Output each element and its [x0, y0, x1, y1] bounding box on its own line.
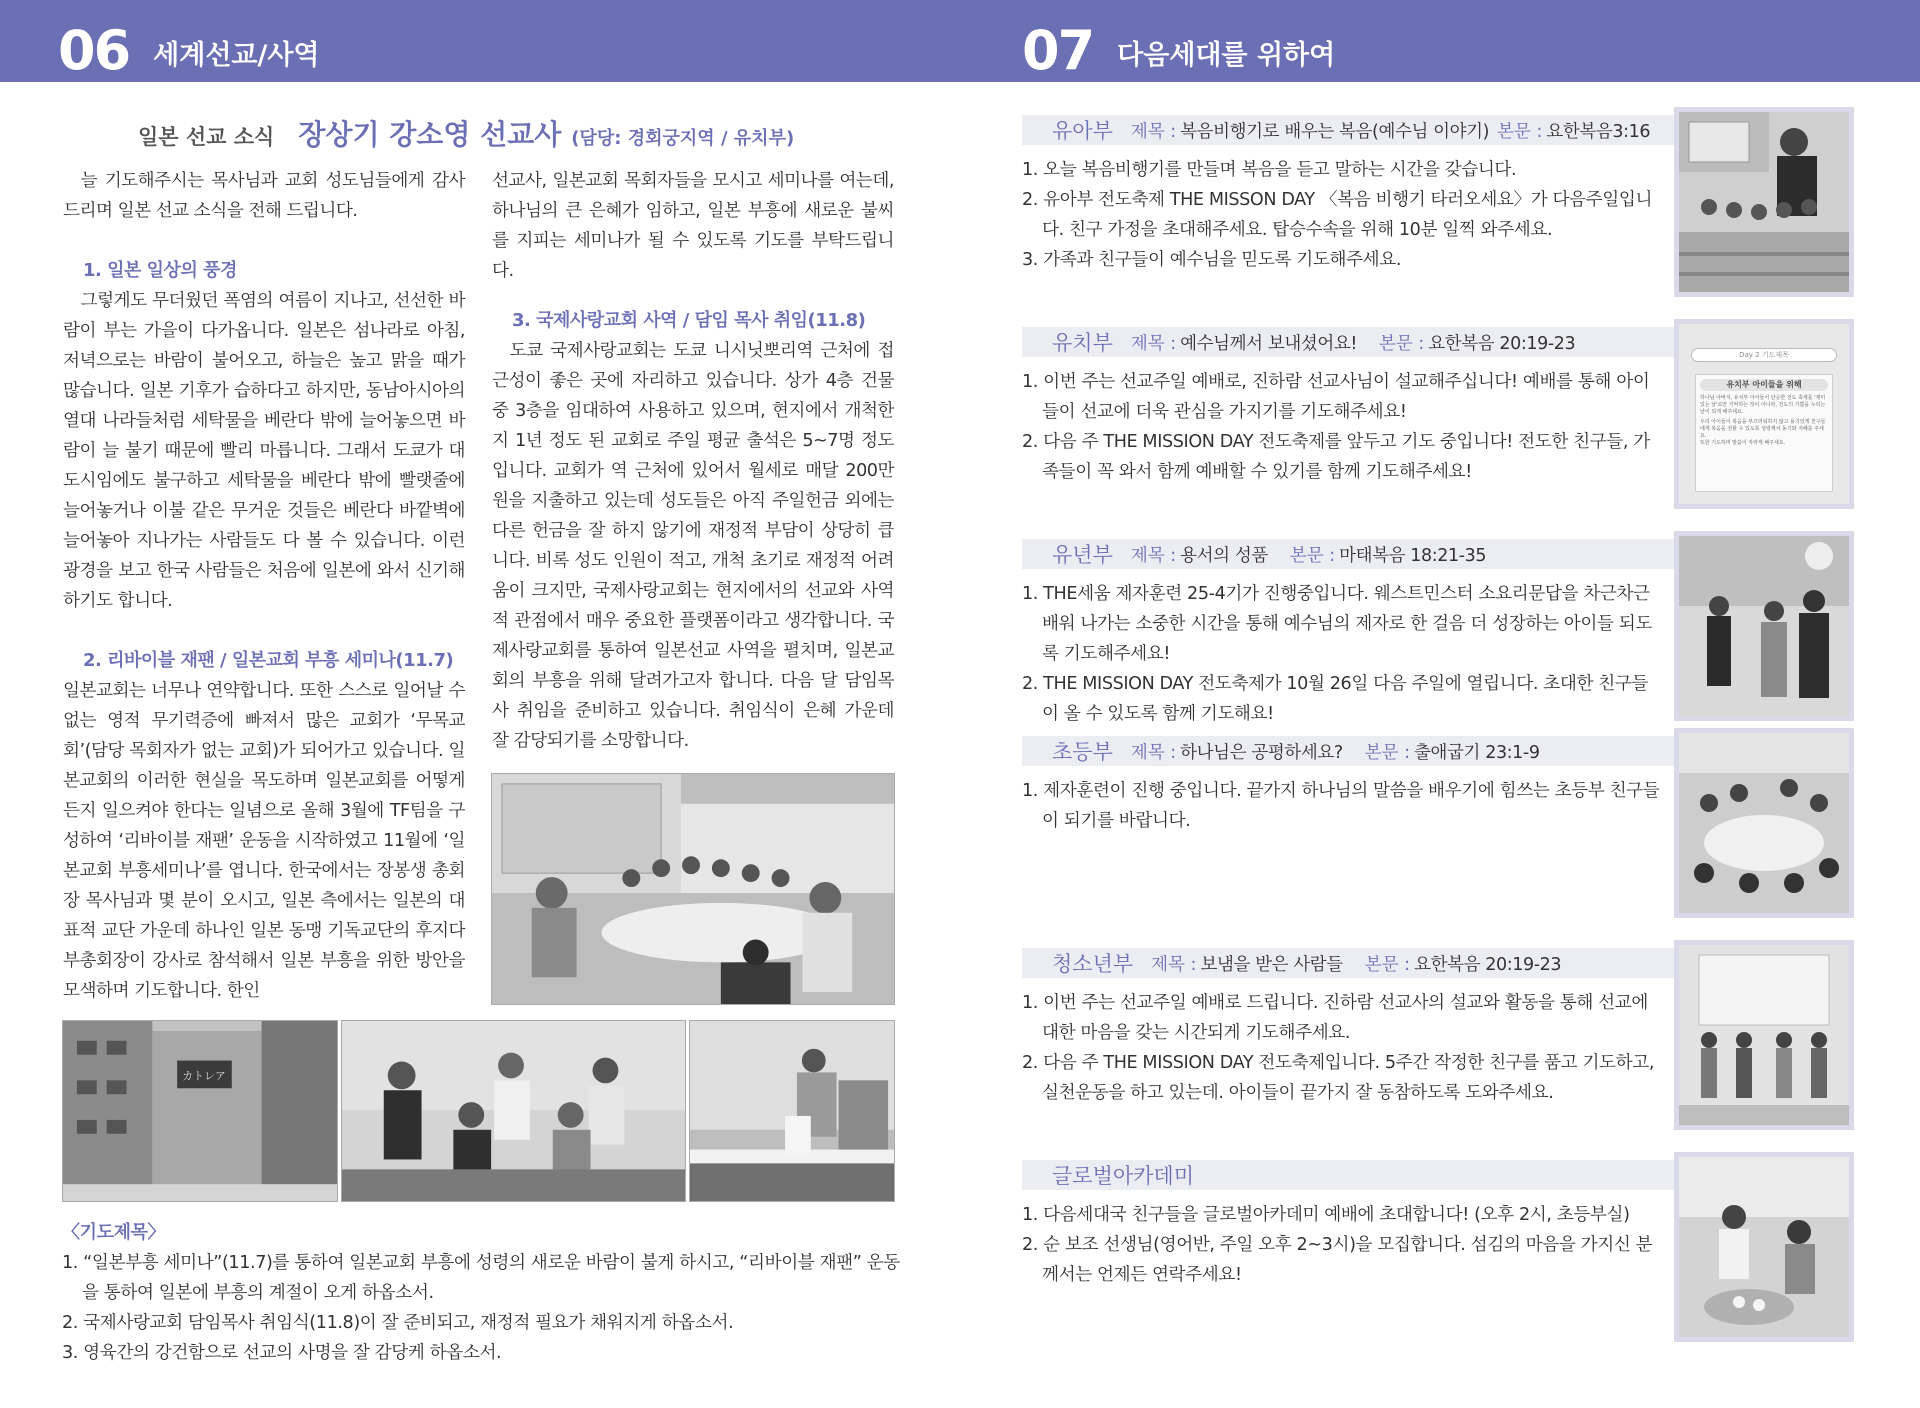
page-number: 07	[1022, 19, 1094, 82]
text-label: 본문 :	[1497, 121, 1543, 142]
section-bar	[1022, 1160, 1674, 1190]
section-body: 일본교회는 너무나 연약합니다. 또한 스스로 일어날 수 없는 영적 무기력증에 빠져서 많은 교회가 ‘무목교회’(담당 목회자가 없는 교회)가 되어가고 있습니다. 일본교회의 이러한 현실을 목도하며 일본교회를 어떻게든지 일으켜야 한다는 일념으로 올해 3월에 TF팀을 구성하여 ‘리바이블 재팬’ 운동을 시작하였고 11월에 ‘일본교회 부흥세미나’를 엽니다. 한국에서는 장봉생 총회장 목사님과 몇 분이 오시고, 일본 측에서는 일본의 대표적 교단 가운데 하나인 일본 동맹 기독교단의 후지다 부총회장이 강사로 참석해서 일본 부흥을 위한 방안을 모색하며 기도합니다. 한인	[63, 681, 465, 1001]
card-day-label: Day 2 기도제목	[1739, 351, 1789, 359]
dept-name: 유치부	[1052, 331, 1113, 355]
notice-item: 1. 이번 주는 선교주일 예배로 드립니다. 진하람 선교사의 설교와 활동을 통해 선교에 대한 마음을 갖는 시간되게 기도해주세요.	[1022, 993, 1648, 1043]
left-page-header	[58, 8, 320, 82]
missionary-names: 장상기 강소영 선교사	[298, 118, 562, 151]
svg-text:カトレア: カトレア	[182, 1069, 226, 1083]
dept-name: 청소년부	[1052, 952, 1134, 976]
text-label: 본문 :	[1289, 545, 1336, 566]
notice-list	[1022, 155, 1662, 275]
notice-item: 2. THE MISSION DAY 전도축제가 10월 26일 다음 주일에 열립니다. 초대한 친구들이 올 수 있도록 함께 기도해요!	[1022, 674, 1649, 724]
title-label: 제목 :	[1130, 333, 1177, 354]
article-column-1	[63, 166, 465, 1006]
youth-photo	[1674, 940, 1854, 1130]
section-body: 그렇게도 무더웠던 폭염의 여름이 지나고, 선선한 바람이 부는 가을이 다가옵니다. 일본은 섬나라로 아침, 저녁으로는 바람이 불어오고, 하늘은 높고 맑을 때가 많습니다. 일본 기후가 습하다고 하지만, 동남아시아의 열대 나라들처럼 세탁물을 베란다 밖에 늘어놓으면 바람이 늘 불기 때문에 빨리 마릅니다. 그래서 도쿄가 대도시임에도 불구하고 세탁물을 베란다 밖에 빨랫줄에 늘어놓거나 이불 같은 무거운 것들은 베란다 바깥벽에 늘어놓아 지나가는 사람들도 다 볼 수 있습니다. 이런 광경을 보고 한국 사람들은 처음에 일본에 와서 신기해하기도 합니다.	[63, 291, 465, 611]
page-number: 06	[58, 19, 130, 82]
title-label: 제목 :	[1130, 121, 1177, 142]
sermon-text: 요한복음3:16	[1546, 121, 1651, 142]
sermon-title: 보냄을 받은 사람들	[1200, 954, 1343, 975]
sermon-title: 복음비행기로 배우는 복음(예수님 이야기)	[1180, 121, 1490, 142]
title-label: 제목 :	[1130, 742, 1177, 763]
section-bar	[1022, 327, 1674, 357]
japan-mission-title	[138, 113, 794, 153]
section-elementary-lower	[1022, 539, 1854, 729]
dept-name: 유년부	[1052, 543, 1113, 567]
card-body: 또한 기도하며 말씀이 자라게 해주세요.	[1700, 440, 1786, 446]
academy-photo	[1674, 1152, 1854, 1342]
prayer-item: 2. 국제사랑교회 담임목사 취임식(11.8)이 잘 준비되고, 재정적 필요가 채워지게 하옵소서.	[62, 1313, 734, 1333]
notice-item: 2. 순 보조 선생님(영어반, 주일 오후 2~3시)을 모집합니다. 섬김의 마음을 가지신 분께서는 언제든 연락주세요!	[1022, 1235, 1653, 1285]
notice-list	[1022, 579, 1662, 729]
section-bar	[1022, 948, 1674, 978]
notice-list	[1022, 776, 1662, 836]
notice-item: 2. 유아부 전도축제 THE MISSON DAY 〈복음 비행기 타러오세요〉가 다음주일입니다. 친구 가정을 초대해주세요. 탑승수속을 위해 10분 일찍 와주세요.	[1022, 190, 1653, 240]
prayer-card	[1695, 374, 1833, 492]
sermon-title: 하나님은 공평하세요?	[1180, 742, 1343, 763]
card-search-bar	[1691, 348, 1837, 362]
section-heading: 1. 일본 일상의 풍경	[83, 260, 237, 281]
section-body: 도쿄 국제사랑교회는 도쿄 니시닛뽀리역 근처에 접근성이 좋은 곳에 자리하고 있습니다. 상가 4층 건물 중 3층을 임대하여 사용하고 있으며, 현지에서 개척한 지 1년 정도 된 교회로 주일 평균 출석은 5~7명 정도입니다. 교회가 역 근처에 있어서 월세로 매달 200만 원을 지출하고 있는데 성도들은 아직 주일헌금 외에는 다른 헌금을 잘 하지 않기에 재정적 부담이 상당히 큽니다. 비록 성도 인원이 적고, 개척 초기로 재정적 어려움이 크지만, 국제사랑교회는 현지에서의 선교와 사역적 관점에서 매우 중요한 플랫폼이라고 생각합니다. 국제사랑교회를 통하여 일본선교 사역을 펼치며, 일본교회의 부흥을 위해 달려가고자 합니다. 다음 달 담임목사 취임을 준비하고 있습니다. 취임식이 은혜 가운데 잘 감당되기를 소망합니다.	[492, 341, 894, 751]
card-body: 우리 아이들이 복음을 부끄러워하지 않고 용기있게 친구들에게 복음을 전할 수 있도록 성령께서 동기와 지혜를 주세요.	[1700, 419, 1826, 439]
prayer-item: 1. “일본부흥 세미나”(11.7)를 통하여 일본교회 부흥에 성령의 새로운 바람이 불게 하시고, “리바이블 재팬” 운동을 통하여 일본에 부흥의 계절이 오게 하옵소서.	[62, 1253, 900, 1303]
notice-item: 1. 다음세대국 친구들을 글로벌아카데미 예배에 초대합니다! (오후 2시, 초등부실)	[1022, 1205, 1630, 1225]
section-bar	[1022, 115, 1674, 145]
title-label: 제목 :	[1130, 545, 1177, 566]
section-infant	[1022, 115, 1854, 275]
section-bar	[1022, 736, 1674, 766]
sermon-text: 출애굽기 23:1-9	[1414, 742, 1540, 763]
tokyo-street-photo	[62, 1020, 338, 1202]
church-dinner-photo	[491, 773, 895, 1005]
dept-name: 초등부	[1052, 740, 1113, 764]
notice-item: 2. 다음 주 THE MISSION DAY 전도축제를 앞두고 기도 중입니다! 전도한 친구들, 가족들이 꼭 와서 함께 예배할 수 있기를 함께 기도해주세요!	[1022, 432, 1650, 482]
dept-name: 유아부	[1052, 119, 1113, 143]
section-bar	[1022, 539, 1674, 569]
notice-item: 1. 제자훈련이 진행 중입니다. 끝가지 하나님의 말씀을 배우기에 힘쓰는 초등부 친구들이 되기를 바랍니다.	[1022, 781, 1660, 831]
section-heading: 2. 리바이블 재팬 / 일본교회 부흥 세미나(11.7)	[83, 650, 454, 671]
card-body: 하나님 아버지, 유치부 아이들이 단순한 전도 축제를 '재미있는 날'로만 기억하는 것이 아니라, 전도의 기쁨을 누리는 날이 되게 해주세요.	[1700, 395, 1826, 415]
title-label: 제목 :	[1151, 954, 1197, 975]
notice-item: 1. 오늘 복음비행기를 만들며 복음을 듣고 말하는 시간을 갖습니다.	[1022, 160, 1517, 180]
sermon-title: 용서의 성품	[1180, 545, 1268, 566]
prayer-list	[62, 1248, 902, 1368]
page-title: 세계선교/사역	[153, 40, 320, 71]
article-column-2	[492, 166, 894, 756]
section-elementary-upper	[1022, 736, 1854, 836]
article-kicker: 일본 선교 소식	[138, 125, 275, 149]
elementary-photo	[1674, 531, 1854, 721]
text-label: 본문 :	[1364, 954, 1411, 975]
notice-item: 2. 다음 주 THE MISSION DAY 전도축제입니다. 5주간 작정한 친구를 품고 기도하고, 실천운동을 하고 있는데. 아이들이 끝가지 잘 동참하도록 도와주세요.	[1022, 1053, 1655, 1103]
notice-item: 1. 이번 주는 선교주일 예배로, 진하람 선교사님이 설교해주십니다! 예배를 통해 아이들이 선교에 더욱 관심을 가지기를 기도해주세요!	[1022, 372, 1650, 422]
intro-paragraph: 늘 기도해주시는 목사님과 교회 성도님들에게 감사드리며 일본 선교 소식을 전해 드립니다.	[63, 171, 465, 221]
text-label: 본문 :	[1364, 742, 1411, 763]
infant-photo	[1674, 107, 1854, 297]
text-label: 본문 :	[1378, 333, 1425, 354]
prayer-requests	[62, 1218, 902, 1368]
prayer-heading: 〈기도제목〉	[62, 1222, 166, 1243]
notice-item: 1. THE세움 제자훈련 25-4기가 진행중입니다. 웨스트민스터 소요리문답을 차근차근 배워 나가는 소중한 시간을 통해 예수님의 제자로 한 걸음 더 성장하는 아이들 되도록 기도해주세요!	[1022, 584, 1652, 664]
sermon-text: 요한복음 20:19-23	[1428, 333, 1576, 354]
notice-list	[1022, 367, 1662, 487]
dept-name: 글로벌아카데미	[1052, 1164, 1195, 1188]
sermon-text: 마태복음 18:21-35	[1339, 545, 1487, 566]
section-global-academy	[1022, 1160, 1854, 1290]
notice-list	[1022, 988, 1662, 1108]
prayer-item: 3. 영육간의 강건함으로 선교의 사명을 잘 감당케 하옵소서.	[62, 1343, 502, 1363]
page-title: 다음세대를 위하여	[1117, 40, 1336, 71]
section-body: 선교사, 일본교회 목회자들을 모시고 세미나를 여는데, 하나님의 큰 은혜가 임하고, 일본 부흥에 새로운 불씨를 지피는 세미나가 될 수 있도록 기도를 부탁드립니다.	[492, 171, 894, 281]
balcony-laundry-photo	[689, 1020, 895, 1202]
section-kindergarten	[1022, 327, 1854, 487]
classroom-photo	[1674, 728, 1854, 918]
pastors-group-photo	[341, 1020, 686, 1202]
region-note: (담당: 경회궁지역 / 유치부)	[571, 128, 795, 149]
section-youth	[1022, 948, 1854, 1108]
section-heading: 3. 국제사랑교회 사역 / 담임 목사 취임(11.8)	[512, 310, 866, 331]
prayer-card-image	[1674, 319, 1854, 509]
notice-item: 3. 가족과 친구들이 예수님을 믿도록 기도해주세요.	[1022, 250, 1402, 270]
notice-list	[1022, 1200, 1662, 1290]
sermon-title: 예수님께서 보내셨어요!	[1180, 333, 1357, 354]
right-page-header	[1022, 8, 1336, 82]
sermon-text: 요한복음 20:19-23	[1414, 954, 1562, 975]
card-heading: 유치부 아이들을 위해	[1700, 379, 1828, 391]
